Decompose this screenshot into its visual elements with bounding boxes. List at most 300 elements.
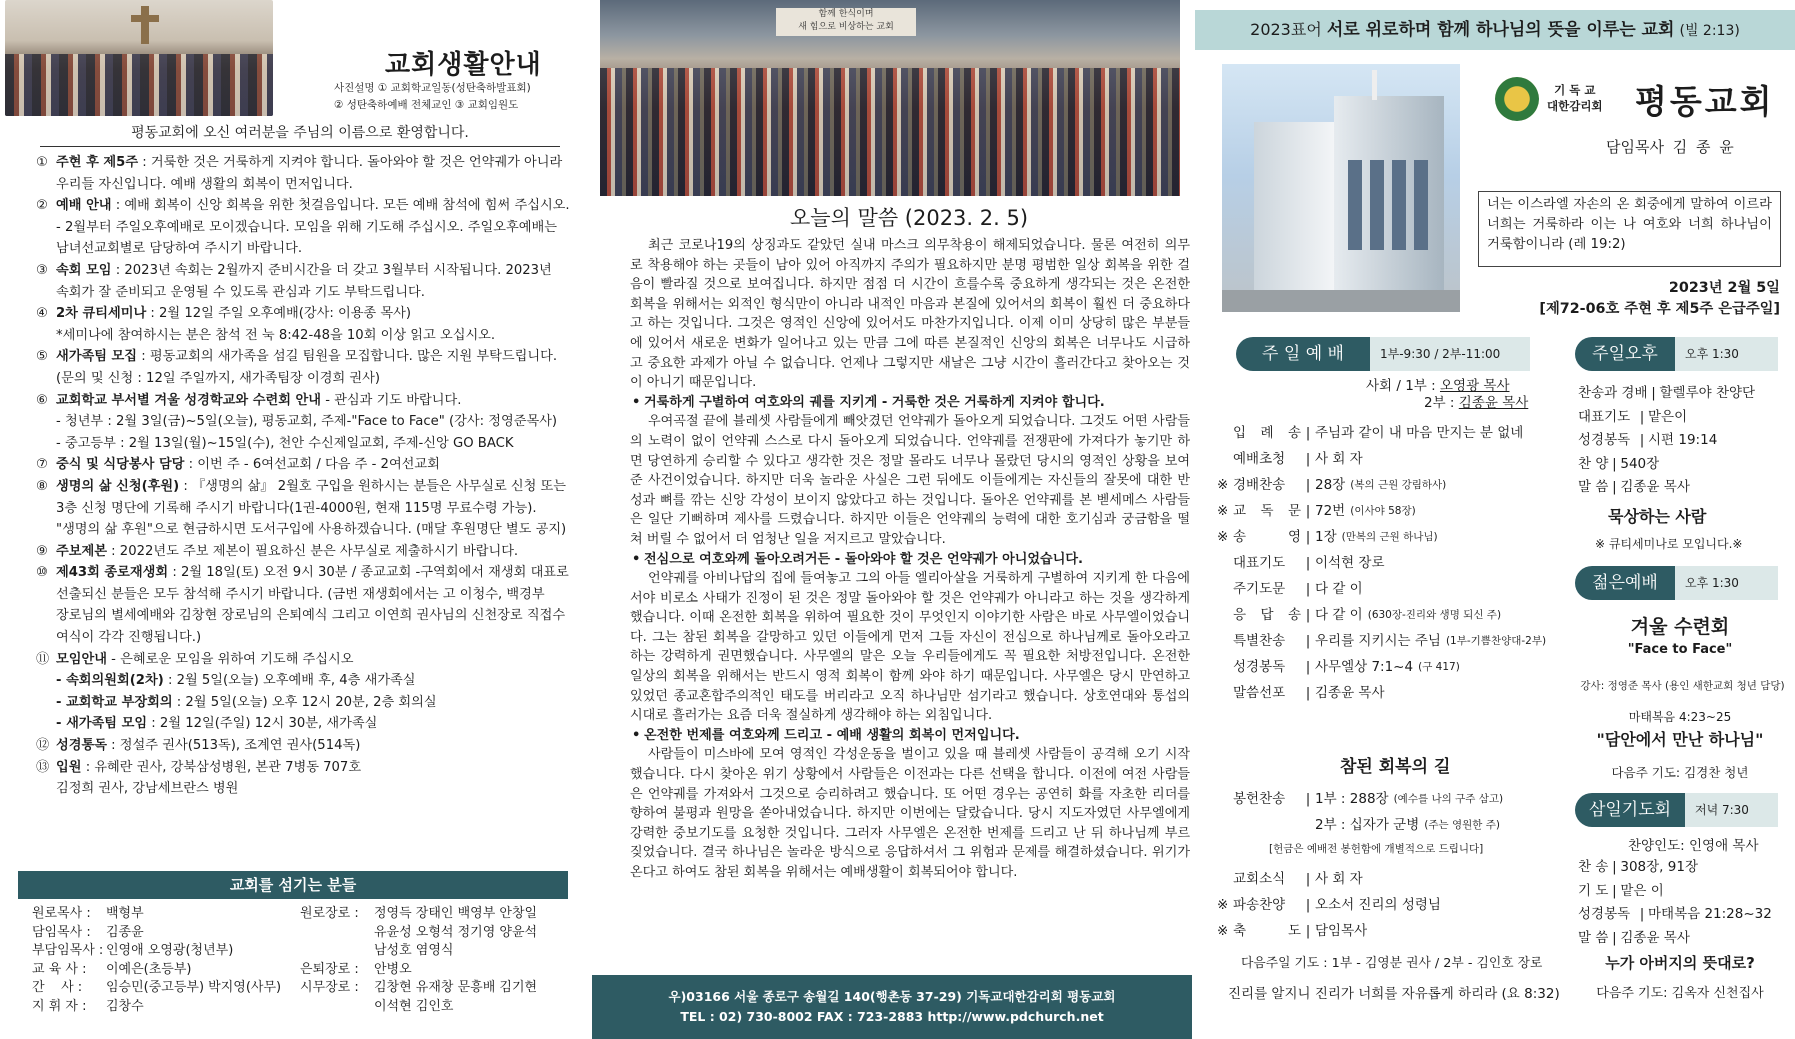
notice-number: ⑦ <box>36 457 48 473</box>
order-text: 김종윤 목사 <box>1620 929 1690 946</box>
address: 우)03166 서울 종로구 송월길 140(행촌동 37-29) 기독교대한감리회 평동교회 <box>668 989 1116 1004</box>
staff-names: 인영애 오영광(청년부) <box>106 943 234 959</box>
worship-order <box>1217 420 1587 706</box>
service-order-row <box>1578 453 1788 477</box>
notice-first-line <box>56 713 574 735</box>
youth-service-title: 젊은예배 <box>1575 566 1675 600</box>
worship-order-row <box>1217 918 1587 944</box>
order-mark <box>1217 812 1233 838</box>
afternoon-order <box>1578 382 1788 500</box>
notice-title: 예배 안내 <box>56 198 112 214</box>
order-text: 김종윤 목사 <box>1620 479 1690 495</box>
order-note: (주는 영원한 주) <box>1424 819 1500 831</box>
notice-text: 남녀선교회별로 담당하여 주시기 바랍니다. <box>56 241 303 257</box>
welcome-message: 평동교회에 오신 여러분을 주님의 이름으로 환영합니다. <box>40 122 560 147</box>
order-text: 사 회 자 <box>1315 871 1363 887</box>
notice-text: 선출되신 분들은 모두 참석해 주시기 바랍니다. (금번 재생회에서는 고 이청수, 백경부 <box>56 586 545 602</box>
order-note: (만복의 근원 하나님) <box>1341 531 1438 543</box>
notice-text: "생명의 삶 후원"으로 현금하시면 도서구입에 사용하겠습니다. (매달 후원명단 별도 공지) <box>56 522 567 538</box>
notice-item <box>36 303 574 346</box>
church-address-footer <box>592 975 1192 1039</box>
cross-icon <box>1372 70 1377 100</box>
order-text: 1부 : 288장 <box>1315 791 1389 807</box>
bulletin-issue: [제72-06호 주현 후 제5주 은급주일] <box>1539 301 1780 317</box>
order-label <box>1233 812 1301 838</box>
divider-bar: | <box>1305 425 1311 441</box>
notice-text: *세미나에 참여하시는 분은 참석 전 눅 8:42-48을 10회 이상 읽고 오십시오. <box>56 327 496 343</box>
notice-item <box>36 692 574 714</box>
notice-item <box>36 260 574 303</box>
order-text: 28장 <box>1315 477 1346 493</box>
worship-order-row <box>1217 420 1587 446</box>
staff-heading: 교회를 섬기는 분들 <box>18 871 568 899</box>
order-mark: ※ <box>1217 923 1229 939</box>
order-mark <box>1217 602 1233 628</box>
retreat-speaker: 강사: 정영준 목사 (용인 새한교회 청년 담당) <box>1580 680 1785 692</box>
sermon-title-sunday: 참된 회복의 길 <box>1340 757 1451 777</box>
notice-first-line <box>56 649 574 671</box>
worship-order-row <box>1217 602 1587 628</box>
notice-first-line <box>56 454 574 476</box>
worship-order-row <box>1217 812 1587 838</box>
worship-order-row <box>1217 576 1587 602</box>
notice-number: ② <box>36 198 48 214</box>
bulletin-date: 2023년 2월 5일 <box>1668 280 1780 296</box>
order-label: 성경봉독 <box>1233 659 1286 675</box>
closing-order <box>1217 866 1587 944</box>
sermon-subheading: • 온전한 번제를 여호와께 드리고 - 예배 생활의 회복이 먼저입니다. <box>630 726 1190 746</box>
order-text: 김종윤 목사 <box>1315 685 1385 701</box>
order-label: 예배초청 <box>1233 451 1286 467</box>
order-label: 말 씀 <box>1578 479 1609 495</box>
divider-bar: | <box>1651 385 1656 401</box>
order-text: 담임목사 <box>1315 923 1368 939</box>
order-mark <box>1217 628 1233 654</box>
staff-names: 임승민(중고등부) 박지영(사무) <box>106 980 282 996</box>
notice-text: : 정설주 권사(513독), 조계연 권사(514독) <box>111 738 361 754</box>
order-text: 이석현 장로 <box>1315 555 1385 571</box>
sermon-title: 오늘의 말씀 (2023. 2. 5) <box>790 206 1029 230</box>
church-life-column <box>0 0 590 1039</box>
notice-text: : 2022년도 주보 제본이 필요하신 분은 사무실로 제출하시기 바랍니다. <box>111 543 519 559</box>
staff-role: 원로목사 : <box>32 906 91 921</box>
notice-title: 중식 및 식당봉사 담당 <box>56 457 185 473</box>
notice-title: - 교회학교 부장회의 <box>56 694 173 710</box>
notice-text: - 청년부 : 2월 3일(금)~5일(오늘), 평동교회, 주제-"Face to Face" (강사: 정영준목사) <box>56 414 558 430</box>
order-label: 경배찬송 <box>1233 477 1286 493</box>
staff-list-left <box>32 905 282 1017</box>
sermon-subheading: • 거룩하게 구별하여 여호와의 궤를 지키게 - 거룩한 것은 거룩하게 지켜야 합니다. <box>630 393 1190 413</box>
staff-names: 김종윤 <box>106 924 144 940</box>
staff-role: 지 휘 자 : <box>32 998 87 1014</box>
notice-text: : 유혜란 권사, 강북삼성병원, 본관 7병동 707호 <box>85 759 362 775</box>
sunday-service-time: 1부-9:30 / 2부-11:00 <box>1370 337 1530 371</box>
staff-row <box>300 979 580 998</box>
notice-first-line <box>56 152 574 174</box>
sermon-paragraph: 최근 코로나19의 상징과도 같았던 실내 마스크 의무착용이 해제되었습니다. 물론 여전히 의무로 착용해야 하는 곳들이 남아 있어 아직까지 주의가 필요하지만 분명 평범한 일상 회복을 위한 걸음이 빨라질 것으로 보여집니다. 하지만 점점 더 시간이 흐를수록 중요하게 생각되는 것은 온전한 회복을 위해서는 외적인 형식만이 아니라 내적인 마음과 본질에 있어서의 회복이 훨씬 더 중요하다고 하는 것입니다. 그것은 영적인 신앙에 있어서도 마찬가지입니다. 이제 이미 상당히 많은 부분들에 있어서 새로운 변화가 일어나고 있는 만큼 그에 따른 본질적인 신앙의 회복은 너무나도 시급하고 중요한 과제가 아닐 수 없습니다. 언제나 그렇지만 새날은 그냥 시간이 흘러간다고 찾아오는 것이 아니기 때문입니다. <box>630 238 1190 391</box>
afternoon-service-time: 오후 1:30 <box>1675 337 1778 371</box>
order-label: 찬 양 <box>1578 455 1609 472</box>
notice-first-line <box>56 476 574 498</box>
notice-first-line <box>56 735 574 757</box>
sermon-subheading: • 전심으로 여호와께 돌아오려거든 - 돌아와야 할 것은 언약궤가 아니었습니다. <box>630 550 1190 570</box>
order-label: 봉헌찬송 <box>1233 791 1286 807</box>
contact-info: TEL : 02) 730-8002 FAX : 723-2883 http://www.pdchurch.net <box>680 1009 1104 1024</box>
staff-row <box>32 942 282 961</box>
notice-text: 우리들 자신입니다. 예배 생활의 회복이 먼저입니다. <box>56 176 353 192</box>
notice-text: (문의 및 신청 : 12일 주일까지, 새가족팀장 이경희 권사) <box>56 370 381 386</box>
retreat-sermon: "담안에서 만난 하나님" <box>1596 730 1764 749</box>
retreat-subtitle: "Face to Face" <box>1627 642 1733 657</box>
service-order-row <box>1578 903 1788 927</box>
order-note: (이사야 58장) <box>1350 505 1416 517</box>
notice-text: : 2월 12일 주일 오후예배(강사: 이용종 목사) <box>150 306 411 322</box>
order-note: (1부-기쁨찬양대-2부) <box>1445 635 1547 647</box>
notice-text: : 2023년 속회는 2월까지 준비시간을 더 갖고 3월부터 시작됩니다. 2023년 <box>115 262 552 278</box>
order-label: 대표기도 <box>1578 408 1631 425</box>
notice-title: 모임안내 <box>56 651 107 667</box>
staff-names: 정영득 장태인 백영부 안창일 <box>374 906 538 921</box>
sermon-paragraph: 우여곡절 끝에 블레셋 사람들에게 빼앗겼던 언약궤가 돌아오게 되었습니다. 그것도 어떤 사람들의 노력이 없이 언약궤 스스로 다시 돌아오게 되었습니다. 언약궤를 전쟁판에 가져다가 놓기만 하면 당연하게 승리할 수 있다고 생각한 것은 정말 몰라도 너무나 몰랐던 당시의 영적인 상황을 보여준 사건이었습니다. 하지만 더욱 놀라운 사실은 그런 뒤에도 이들에게는 자신들의 잘못에 대한 반성과 뼈를 깎는 신앙 각성이 보이지 않았다고 하는 것입니다. 돌아온 언약궤를 본 벧세메스 사람들은 일단 기뻐하며 제사를 드렸습니다. 하지만 이들은 언약궤의 능력에 대한 호기심과 궁금함을 떨쳐 버릴 수 없어서 더 엄청난 일을 저지르고 말았습니다. <box>630 414 1190 547</box>
notice-text: 여식이 각각 진행됩니다.) <box>56 630 202 646</box>
staff-row <box>300 942 580 961</box>
order-label: 성경봉독 <box>1578 906 1631 922</box>
retreat-headline: 겨울 수련회 <box>1630 616 1730 638</box>
divider-bar: | <box>1305 897 1311 913</box>
divider-bar: | <box>1305 503 1311 519</box>
divider-bar: | <box>1305 477 1311 493</box>
order-label: 교회소식 <box>1233 871 1286 887</box>
staff-row <box>300 905 580 924</box>
staff-role <box>300 924 374 943</box>
order-label: 주기도문 <box>1233 581 1286 597</box>
order-text: 사무엘상 7:1~4 <box>1315 659 1414 675</box>
wednesday-order <box>1578 856 1788 950</box>
closing-verse: 진리를 알지니 진리가 너희를 자유롭게 하리라 (요 8:32) <box>1228 986 1560 1002</box>
sermon-body <box>630 236 1190 883</box>
notice-title: 생명의 삶 신청(후원) <box>56 478 180 494</box>
staff-row <box>32 924 282 943</box>
divider-bar: | <box>1305 791 1311 807</box>
divider-bar: | <box>1305 633 1311 649</box>
notice-item <box>36 390 574 455</box>
notice-first-line <box>56 303 574 325</box>
staff-role: 담임목사 : <box>32 924 91 940</box>
divider-bar: | <box>1305 529 1311 545</box>
order-mark <box>1217 786 1233 812</box>
notice-text: : 2월 5일(오늘) 오후예배 후, 4층 새가족실 <box>167 673 416 689</box>
notice-item <box>36 735 574 757</box>
notice-text: : 2월 12일(주일) 12시 30분, 새가족실 <box>151 716 378 732</box>
staff-names: 안병오 <box>374 961 412 977</box>
notice-text: 속회가 잘 준비되고 운영될 수 있도록 관심과 기도 부탁드립니다. <box>56 284 425 300</box>
sermon-text-area <box>590 0 1195 1039</box>
notice-title: 제43회 종로재생회 <box>56 565 169 581</box>
order-mark <box>1217 446 1233 472</box>
order-label: 찬 송 <box>1578 859 1609 875</box>
notice-number: ⑬ <box>36 759 50 775</box>
sermon-paragraph: 언약궤를 아비나답의 집에 들여놓고 그의 아들 엘리아살을 거룩하게 구별하여 지키게 한 다음에서야 비로소 사태가 진정이 된 것은 정말 돌아와야 할 것은 언약궤가 아니라고 하는 것을 생각하게 했습니다. 이때 온전한 회복을 위하여 필요한 것이 무엇인지 이야기한 사람은 바로 사무엘이었습니다. 그는 참된 회복을 갈망하고 있던 이들에게 먼저 그들 자신이 전심으로 하나님께로 돌아오라고 하는 강력하게 권면했습니다. 사무엘의 말은 오늘 우리들에게도 꼭 필요한 처방전입니다. 온전한 일상의 회복을 위해서는 반드시 영적 회복이 함께 와야 하기 때문입니다. 사무엘은 당시 만연하고 있었던 종교혼합주의적인 태도를 버리라고 오직 하나님만 섬기라고 했습니다. 상호연대와 통섭의 시대로 흘러가는 요즘 더욱 절실하게 생각해야 하는 외침입니다. <box>630 571 1190 724</box>
staff-row <box>32 998 282 1017</box>
order-note: (복의 근원 강림하사) <box>1350 479 1447 491</box>
notice-text: - 관심과 기도 바랍니다. <box>325 392 462 408</box>
divider-bar <box>1301 812 1315 838</box>
notice-title: 새가족팀 모집 <box>56 349 138 365</box>
notice-text: : 예배 회복이 신앙 회복을 위한 첫걸음입니다. 모든 예배 참석에 힘써 주십시오. <box>115 198 570 214</box>
worship-order-row <box>1217 472 1587 498</box>
notice-number: ⑫ <box>36 738 50 754</box>
notice-item <box>36 454 574 476</box>
notice-number: ① <box>36 155 48 170</box>
order-note: (예수를 나의 구주 삼고) <box>1393 793 1504 805</box>
offering-note: [헌금은 예배전 봉헌함에 개별적으로 드립니다] <box>1269 843 1484 855</box>
order-text: 사 회 자 <box>1315 451 1363 467</box>
scripture-verse: 너는 이스라엘 자손의 온 회중에게 말하여 이르라 너희는 거룩하라 이는 나 여호와 너희 하나님이 거룩함이니라 (레 19:2) <box>1478 191 1781 267</box>
worship-order-row <box>1217 892 1587 918</box>
presider-block: 사회 / 1부 : 오영광 목사 2부 : 김종윤 목사 <box>1366 378 1529 411</box>
notice-item <box>36 476 574 541</box>
notice-item <box>36 541 574 563</box>
order-label: 말 씀 <box>1578 929 1609 946</box>
order-label: 찬송과 경배 <box>1578 385 1648 401</box>
order-mark <box>1217 550 1233 576</box>
notice-text: : 평동교회의 새가족을 섬길 팀원을 모집합니다. 많은 지원 부탁드립니다. <box>141 349 558 365</box>
staff-row <box>300 924 580 943</box>
sunday-service-title: 주 일 예 배 <box>1236 337 1370 371</box>
divider-bar: | <box>1612 882 1617 899</box>
sermon-paragraph: 사람들이 미스바에 모여 영적인 각성운동을 벌이고 있을 때 블레셋 사람들이 공격해 오기 시작했습니다. 다시 찾아온 위기 상황에서 사람들은 이전과는 다른 선택을 합니다. 이전에 여전 사람들은 언약궤를 가져와서 그것으로 승리하려고 했습니다. 또 어떤 경우는 공연히 화를 자초한 리더를 향하여 불평과 원망을 쏟아내었습니다. 하지만 이번에는 달랐습니다. 당시 지도자였던 사무엘에게 강력한 중보기도를 요청한 것입니다. 그러자 사무엘은 온전한 번제를 드리고 난 뒤 하나님께 부르짖었습니다. 결국 하나님은 놀라운 방식으로 응답하셔서 그 위험과 문제를 해결하셨습니다. 위기가 온다고 하여도 참된 회복을 위해서는 예배생활이 회복되어야 합니다. <box>630 747 1190 880</box>
notice-first-line <box>56 346 574 368</box>
order-text: 다 같 이 <box>1315 607 1363 623</box>
order-mark: ※ <box>1217 503 1229 519</box>
notice-text: - 2월부터 주일오후예배로 모이겠습니다. 모임을 위해 기도해 주십시오. 주일오후예배는 <box>56 219 557 235</box>
divider-bar: | <box>1305 685 1311 701</box>
order-label: 축 도 <box>1233 923 1301 939</box>
notice-number: ⑨ <box>36 543 48 559</box>
notice-number: ⑩ <box>36 565 48 581</box>
order-text: 우리를 지키시는 주님 <box>1315 633 1441 649</box>
staff-names: 김창수 <box>106 998 144 1014</box>
order-text: 마태복음 21:28~32 <box>1648 906 1772 922</box>
staff-list-right <box>300 905 580 1017</box>
service-order-row <box>1578 429 1788 453</box>
order-mark <box>1217 866 1233 892</box>
wednesday-service-time: 저녁 7:30 <box>1685 793 1778 827</box>
service-order-row <box>1578 476 1788 500</box>
order-label: 응 답 송 <box>1233 607 1301 623</box>
notice-first-line <box>56 562 574 584</box>
notice-title: 속회 모임 <box>56 262 112 278</box>
notice-first-line <box>56 260 574 282</box>
methodist-logo-icon <box>1495 77 1539 121</box>
order-mark <box>1217 654 1233 680</box>
notice-text: : 이번 주 - 6여선교회 / 다음 주 - 2여선교회 <box>188 457 440 473</box>
afternoon-sermon: 묵상하는 사람 <box>1608 507 1707 526</box>
worship-order-row <box>1217 680 1587 706</box>
youth-next-prayer: 다음주 기도: 김경찬 청년 <box>1611 765 1749 780</box>
order-label: 대표기도 <box>1233 555 1286 571</box>
notice-item <box>36 670 574 692</box>
worship-order-row <box>1217 786 1587 812</box>
divider-bar: | <box>1305 923 1311 939</box>
order-text: 다 같 이 <box>1315 581 1363 597</box>
order-mark <box>1217 420 1233 446</box>
order-mark: ※ <box>1217 477 1229 493</box>
notice-item <box>36 713 574 735</box>
staff-row <box>32 979 282 998</box>
order-label: 말씀선포 <box>1233 685 1286 701</box>
notice-number: ⑧ <box>36 478 48 494</box>
notice-number: ③ <box>36 262 48 278</box>
order-label: 파송찬양 <box>1233 897 1286 913</box>
order-mark <box>1217 680 1233 706</box>
order-text: 주님과 같이 내 마음 만지는 분 없네 <box>1315 425 1524 441</box>
photo-caption: 사진설명 ① 교회학교일동(성탄축하발표회) ② 성탄축하예배 전체교인 ③ 교회임원도 <box>334 82 531 111</box>
staff-names: 유윤성 오형석 정기영 양윤석 <box>374 924 538 940</box>
order-text: 2부 : 십자가 군병 <box>1315 817 1420 833</box>
divider-bar: | <box>1305 451 1311 467</box>
notice-item <box>36 195 574 260</box>
worship-order-row <box>1217 446 1587 472</box>
notice-text: : 2월 18일(토) 오전 9시 30분 / 종교교회 -구역회에서 재생회 대표로 <box>172 565 569 581</box>
church-building-image <box>1222 64 1460 312</box>
divider-bar: | <box>1305 607 1311 623</box>
notice-first-line <box>56 541 574 563</box>
worship-order-row <box>1217 524 1587 550</box>
notice-number: ⑤ <box>36 349 48 365</box>
staff-role: 은퇴장로 : <box>300 961 359 977</box>
worship-order-row <box>1217 498 1587 524</box>
notice-item <box>36 152 574 195</box>
notice-text: : 거룩한 것은 거룩하게 지켜야 합니다. 돌아와야 할 것은 언약궤가 아니라 <box>142 155 563 170</box>
notice-list <box>36 152 574 800</box>
divider-bar: | <box>1305 581 1311 597</box>
afternoon-note: ※ 큐티세미나로 모입니다.※ <box>1595 537 1743 551</box>
divider-bar: | <box>1612 929 1617 946</box>
divider-bar: | <box>1612 479 1617 495</box>
notice-number: ⑪ <box>36 651 50 667</box>
order-note: (630장-진리와 생명 되신 주) <box>1367 609 1502 621</box>
notice-title: 입원 <box>56 759 82 775</box>
order-text: 308장, 91장 <box>1620 859 1698 875</box>
staff-role: 원로장로 : <box>300 906 359 921</box>
staff-role <box>300 942 374 961</box>
staff-names: 백형부 <box>106 906 144 921</box>
notice-first-line <box>56 670 574 692</box>
service-order-row <box>1578 856 1788 880</box>
notice-item <box>36 562 574 648</box>
notice-text: 3층 신청 명단에 기록해 주시기 바랍니다(1권-4000원, 현재 115명 무료수령 가능). <box>56 500 537 516</box>
notice-text: : 2월 5일(오늘) 오후 12시 20분, 2층 회의실 <box>176 694 437 710</box>
notice-title: 주현 후 제5주 <box>56 155 139 170</box>
notice-title: 2차 큐티세미나 <box>56 306 147 322</box>
staff-role: 시무장로 : <box>300 980 359 996</box>
service-order-row <box>1578 382 1788 406</box>
order-mark <box>1217 576 1233 602</box>
notice-first-line <box>56 692 574 714</box>
staff-row <box>300 998 580 1017</box>
notice-text: - 은혜로운 모임을 위하여 기도해 주십시오 <box>111 651 354 667</box>
divider-bar: | <box>1639 432 1645 448</box>
order-text: 맡은 이 <box>1620 882 1664 899</box>
divider-bar: | <box>1305 871 1311 887</box>
staff-row <box>32 905 282 924</box>
staff-role: 간 사 : <box>32 980 83 996</box>
staff-row <box>32 961 282 980</box>
praise-leader: 찬양인도: 인영애 목사 <box>1628 838 1759 854</box>
divider-bar: | <box>1305 659 1311 675</box>
order-label: 기 도 <box>1578 882 1609 899</box>
notice-text: - 중고등부 : 2월 13일(월)~15일(수), 천안 수신제일교회, 주제-신앙 GO BACK <box>56 435 514 451</box>
notice-item <box>36 757 574 800</box>
notice-first-line <box>56 757 574 779</box>
notice-item <box>36 346 574 389</box>
next-week-prayer: 다음주일 기도 : 1부 - 김영분 권사 / 2부 - 김인호 장로 <box>1241 956 1543 971</box>
worship-order-row <box>1217 654 1587 680</box>
order-text: 오소서 진리의 성령님 <box>1315 897 1441 913</box>
order-text: 맡은이 <box>1648 408 1688 425</box>
staff-names: 남성호 염영식 <box>374 943 454 959</box>
retreat-scripture: 마태복음 4:23~25 <box>1628 710 1732 724</box>
order-label: 성경봉독 <box>1578 432 1631 448</box>
senior-pastor: 담임목사 김 종 윤 <box>1606 138 1734 156</box>
notice-first-line <box>56 195 574 217</box>
order-label: 입 례 송 <box>1233 425 1301 441</box>
service-order-row <box>1578 880 1788 904</box>
wednesday-sermon: 누가 아버지의 뜻대로? <box>1605 954 1755 972</box>
divider-bar: | <box>1305 555 1311 571</box>
notice-title: 성경통독 <box>56 738 107 754</box>
denomination: 기 독 교 대한감리회 <box>1547 83 1603 113</box>
order-mark: ※ <box>1217 897 1229 913</box>
staff-role <box>300 998 374 1017</box>
notice-item <box>36 649 574 671</box>
annual-motto: 2023표어 서로 위로하며 함께 하나님의 뜻을 이루는 교회 (빌 2:13) <box>1195 10 1795 50</box>
divider-bar: | <box>1612 455 1617 472</box>
notice-number: ⑥ <box>36 392 48 408</box>
order-text: 1장 <box>1315 529 1337 545</box>
photo-banner: 함께 한식이며 새 힘으로 비상하는 교회 <box>776 8 916 36</box>
service-order-row <box>1578 927 1788 951</box>
order-text: 할렐루야 찬양단 <box>1659 385 1756 401</box>
order-text: 시편 19:14 <box>1648 432 1718 448</box>
staff-names: 이석현 김인호 <box>374 998 454 1014</box>
page-title: 교회생활안내 <box>385 50 542 80</box>
divider-bar: | <box>1612 859 1617 875</box>
notice-first-line <box>56 390 574 412</box>
wednesday-next-prayer: 다음주 기도: 김옥자 신천집사 <box>1596 986 1764 1001</box>
congregation-crowd <box>5 54 273 116</box>
order-label: 교 독 문 <box>1233 503 1301 519</box>
order-text: 72번 <box>1315 503 1346 519</box>
order-label: 송 영 <box>1233 529 1301 545</box>
staff-row <box>300 961 580 980</box>
notice-text: 장로님의 별세예배와 김창현 장로님의 은퇴예식 그리고 이연희 권사님의 신천장로 직접수 <box>56 608 566 624</box>
worship-order-row <box>1217 628 1587 654</box>
afternoon-service-title: 주일오후 <box>1575 337 1675 371</box>
worship-order-row <box>1217 550 1587 576</box>
offering-order <box>1217 786 1587 838</box>
service-order-row <box>1578 406 1788 430</box>
order-text: 540장 <box>1620 455 1660 472</box>
divider-bar: | <box>1639 408 1645 425</box>
notice-title: 주보제본 <box>56 543 107 559</box>
church-school-photo <box>5 0 273 116</box>
church-name: 평동교회 <box>1635 82 1775 121</box>
wednesday-service-title: 삼일기도회 <box>1575 793 1685 827</box>
notice-title: - 속회의원회(2차) <box>56 673 164 689</box>
staff-names: 이예은(초등부) <box>106 961 192 977</box>
